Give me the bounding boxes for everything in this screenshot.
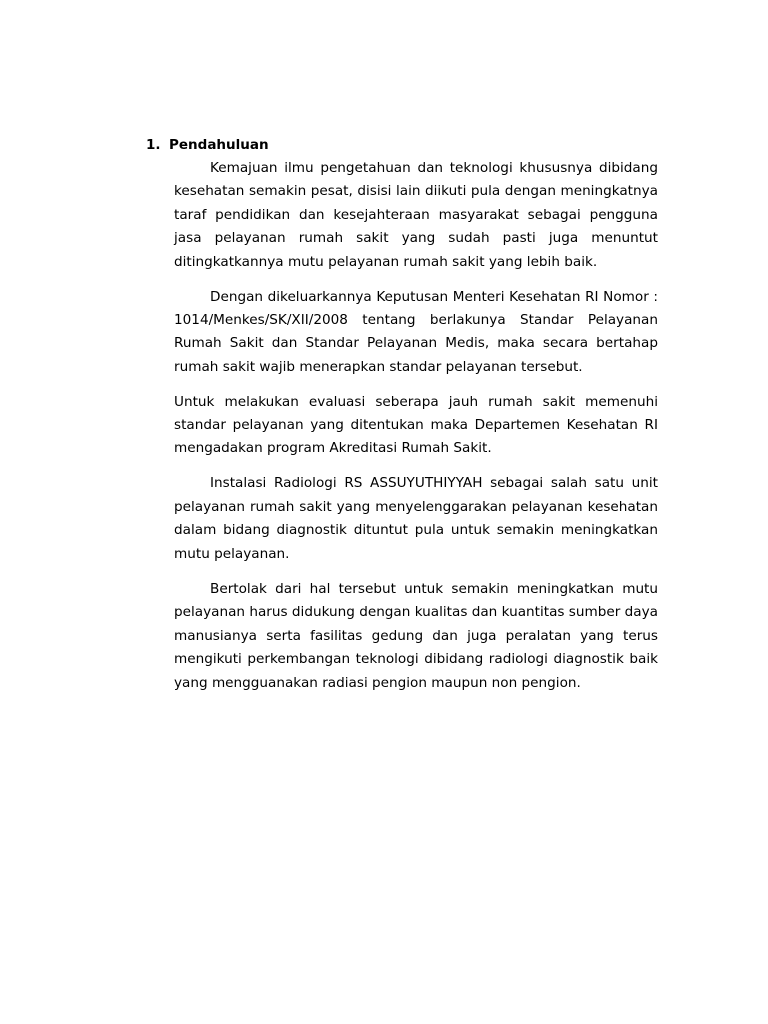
- section-title: Pendahuluan: [169, 137, 269, 153]
- paragraph: Bertolak dari hal tersebut untuk semakin meningkatkan mutu pelayanan harus didukung dengan kualitas dan kuantitas sumber daya manusianya serta fasilitas gedung dan juga peralatan yang terus mengikuti perkembangan teknologi dibidang radiologi diagnostik baik yang mengguanakan radiasi pengion maupun non pengion.: [174, 581, 658, 691]
- paragraph: Kemajuan ilmu pengetahuan dan teknologi khususnya dibidang kesehatan semakin pesat, disisi lain diikuti pula dengan meningkatnya taraf pendidikan dan kesejahteraan masyarakat sebagai pengguna jasa pelayanan rumah sakit yang sudah pasti juga menuntut ditingkatkannya mutu pelayanan rumah sakit yang lebih baik.: [174, 160, 658, 270]
- section-heading: [146, 136, 269, 154]
- paragraph: Instalasi Radiologi RS ASSUYUTHIYYAH sebagai salah satu unit pelayanan rumah sakit yang menyelenggarakan pelayanan kesehatan dalam bidang diagnostik dituntut pula untuk semakin meningkatkan mutu pelayanan.: [174, 475, 658, 562]
- paragraph: Untuk melakukan evaluasi seberapa jauh rumah sakit memenuhi standar pelayanan yang ditentukan maka Departemen Kesehatan RI mengadakan program Akreditasi Rumah Sakit.: [174, 393, 658, 457]
- section-number: 1.: [146, 137, 161, 153]
- paragraph: Dengan dikeluarkannya Keputusan Menteri Kesehatan RI Nomor : 1014/Menkes/SK/XII/2008 tentang berlakunya Standar Pelayanan Rumah Sakit dan Standar Pelayanan Medis, maka secara bertahap rumah sakit wajib menerapkan standar pelayanan tersebut.: [174, 288, 658, 375]
- section-body: [174, 157, 658, 707]
